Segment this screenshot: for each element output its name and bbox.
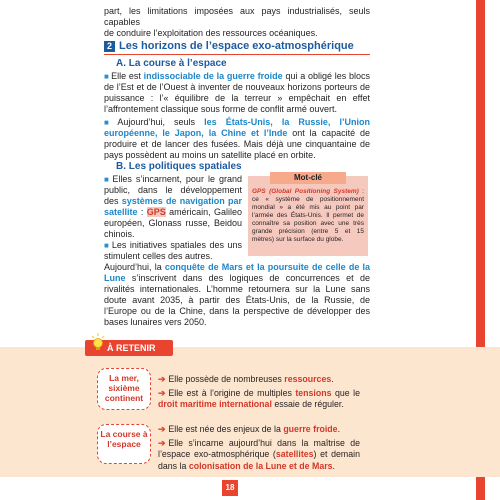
intro-line-1: part, les limitations imposées aux pays industrialisés, seuls capables xyxy=(104,6,370,27)
bullet-square-icon: ■ xyxy=(104,175,111,184)
lightbulb-icon xyxy=(91,333,105,353)
intro-line-2: de conduire l’exploitation des ressources océaniques. xyxy=(104,28,318,38)
subsection-b-paragraph-2-start: ■ Les initiatives spatiales des uns stimulent celles des autres. xyxy=(104,240,242,261)
summary-sea-item-2: ➔ Elle est à l’origine de multiples tensions que le droit maritime international essaie de réguler. xyxy=(158,388,360,410)
summary-space-item-1: ➔ Elle est née des enjeux de la guerre froide. xyxy=(158,424,341,434)
section-title: Les horizons de l’espace exo-atmosphérique xyxy=(119,40,354,52)
subsection-b-title: B. Les politiques spatiales xyxy=(116,161,242,172)
section-number: 2 xyxy=(104,41,115,52)
subsection-a-paragraph-2: ■ Aujourd’hui, seuls les États-Unis, la Russie, l’Union européenne, le Japon, la Chine et l’Inde ont la capacité de produire et de lancer des fusées. Mais déjà une cinquantaine de pays possèdent au moins un satellite placé en orbite. xyxy=(104,117,370,160)
summary-category-sea: La mer, sixième continent xyxy=(97,368,151,410)
keyword-box-body: GPS (Global Positioning System) : ce « système de positionnement mondial » a été mis au point par l’armée des États-Unis. Il permet de connaître sa position avec une très grande précision (entre 5 et 15 mètres) sur la surface du globe. xyxy=(252,188,364,243)
summary-category-space: La course à l’espace xyxy=(97,424,151,464)
bullet-square-icon: ■ xyxy=(104,72,110,81)
highlight-space-powers: les États-Unis, la Russie, l’Union européenne, le Japon, la Chine et l’Inde xyxy=(104,117,370,138)
highlight-navigation: systèmes de navigation par satellite xyxy=(104,196,242,217)
keyword-box xyxy=(248,173,368,256)
arrow-right-icon: ➔ xyxy=(158,374,166,384)
keyword-term: GPS (Global Positioning System) xyxy=(252,188,359,195)
summary-space-items xyxy=(158,424,360,475)
arrow-right-icon: ➔ xyxy=(158,424,166,434)
subsection-b-paragraph-1: ■ Elles s’incarnent, pour le grand public, dans le développement des systèmes de navigation par satellite : GPS américain, Galileo européen, Glonass russe, Beidou chinois. xyxy=(104,174,242,239)
subsection-b-paragraph-2: Aujourd’hui, la conquête de Mars et la poursuite de celle de la Lune s’inscrivent dans des logiques de concurrences et de rivalités internationales. L’homme retournera sur la Lune sans doute avant 2035, à partir des États-Unis, de la Russie, de l’Europe ou de la Chine, dans la perspective de développer des bases lunaires vers 2050. xyxy=(104,262,370,327)
intro-paragraph xyxy=(104,6,370,39)
summary-sea-items xyxy=(158,374,360,414)
highlight-gps: GPS xyxy=(146,207,166,217)
summary-heading: À RETENIR xyxy=(85,340,173,356)
keyword-box-title: Mot-clé xyxy=(270,172,346,184)
page-number: 18 xyxy=(222,480,238,496)
bullet-square-icon: ■ xyxy=(104,118,116,127)
arrow-right-icon: ➔ xyxy=(158,388,166,399)
highlight-mars-lune: conquête de Mars et la poursuite de celle de la Lune xyxy=(104,262,370,283)
subsection-a-paragraph-1: ■ Elle est indissociable de la guerre froide qui a obligé les blocs de l’Est et de l’Ouest à inventer de nouveaux horizons porteurs de puissance : l’« équilibre de la terreur » empêchait en effet l’affrontement classique sous forme de conflit armé ouvert. xyxy=(104,71,371,114)
section-heading xyxy=(104,40,370,55)
subsection-a-title: A. La course à l’espace xyxy=(116,58,227,69)
summary-space-item-2: ➔ Elle s’incarne aujourd’hui dans la maîtrise de l’espace exo-atmosphérique (satellites) et demain dans la colonisation de la Lune et de Mars. xyxy=(158,438,360,471)
highlight-guerre-froide: indissociable de la guerre froide xyxy=(143,71,283,81)
arrow-right-icon: ➔ xyxy=(158,438,166,449)
summary-sea-item-1: ➔ Elle possède de nombreuses ressources. xyxy=(158,374,334,384)
bullet-square-icon: ■ xyxy=(104,241,110,250)
